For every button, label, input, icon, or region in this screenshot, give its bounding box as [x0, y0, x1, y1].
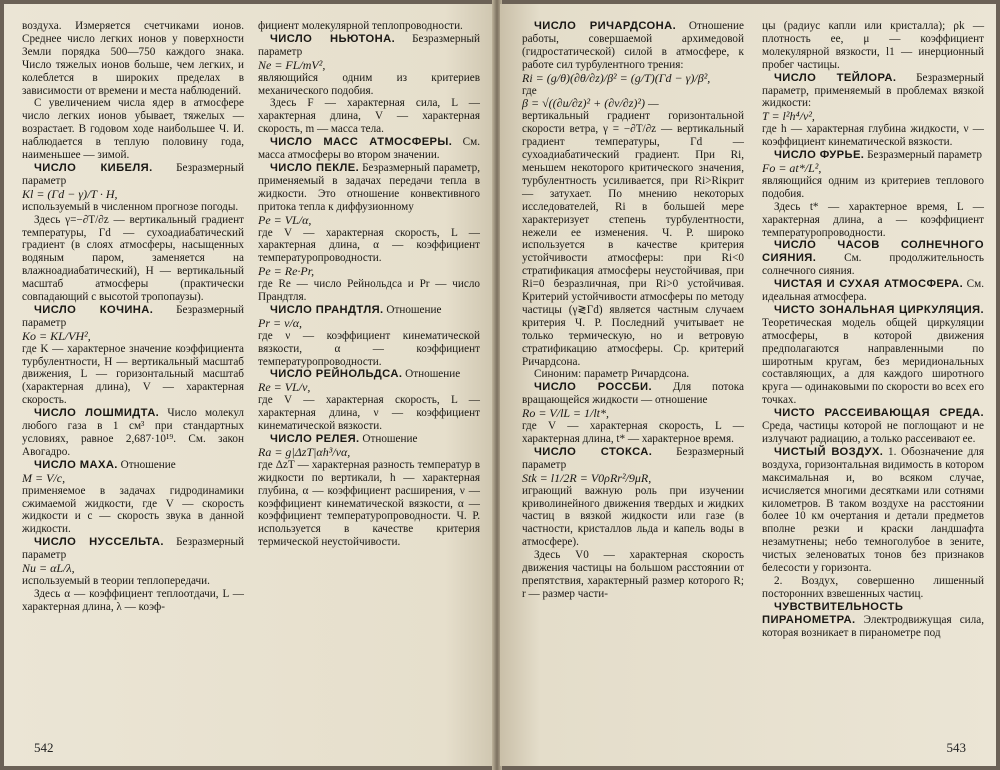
- entry-definition: Безразмерный параметр: [22, 536, 244, 562]
- paragraph: где: [522, 84, 537, 97]
- entry-definition: Безразмерный параметр, применяемый в проблемах вязкой жидкости:: [762, 71, 984, 110]
- paragraph: где V — характерная скорость, L — характерная длина, ν — коэффициент кинематической вязкости.: [258, 394, 480, 433]
- left-page: [4, 4, 494, 766]
- left-column-1: [22, 20, 244, 614]
- formula: Ra = g|ΔzT|αh³/να,: [258, 444, 351, 459]
- entry-term: ЧИСТО ЗОНАЛЬНАЯ ЦИРКУЛЯЦИЯ.: [774, 303, 984, 316]
- entry-definition: См. масса атмосферы во втором значении.: [258, 136, 481, 162]
- dictionary-entry: [22, 536, 244, 562]
- dictionary-entry: [22, 304, 244, 330]
- entry-term: ЧИСЛО ПЕКЛЕ.: [270, 161, 360, 174]
- paragraph: фициент молекулярной теплопроводности.: [258, 20, 463, 32]
- formula: Ri = (g/θ)(∂θ/∂z)/β² = (g/T)(Γd − γ)/β²,: [522, 70, 711, 85]
- entry-term: ЧИСТО РАССЕИВАЮЩАЯ СРЕДА.: [774, 407, 984, 420]
- entry-definition: Безразмерный параметр: [522, 445, 744, 471]
- entry-term: ЧИСЛО МАСС АТМОСФЕРЫ.: [270, 136, 453, 149]
- dictionary-entry: [22, 162, 244, 188]
- paragraph: играющий важную роль при изучении криволинейного движения твердых и жидких частиц в вязкой жидкости или газе (в частности, кристаллов льда и капель воды в атмосфере).: [522, 484, 744, 549]
- formula: Ne = FL/mV²,: [258, 57, 326, 72]
- paragraph: применяемое в задачах гидродинамики сжимаемой жидкости, где V — скорость жидкости и c — скорость звука в данной жидкости.: [22, 484, 244, 536]
- formula: Ko = KL/VH²,: [22, 328, 91, 343]
- dictionary-entry: [762, 239, 984, 278]
- dictionary-entry: [258, 136, 480, 162]
- left-column-2: [258, 20, 480, 549]
- page-number-left: 542: [34, 740, 54, 755]
- entry-definition: Отношение: [383, 303, 442, 316]
- formula: Ro = V/lL = 1/lt*,: [522, 406, 609, 421]
- entry-definition: См. идеальная атмосфера.: [762, 278, 984, 304]
- entry-definition: Отношение работы, совершаемой архимедовой (гидростатической) силой в атмосфере, к работе сил турбулентного трения:: [522, 20, 744, 71]
- entry-definition: Отношение: [402, 368, 461, 381]
- paragraph: где ΔzT — характерная разность температур в жидкости по вертикали, h — характерная глубина, α — коэффициент расширения, ν — коэффициент кинематической вязкости, α — коэффициент температуропроводности. Ч. Р. используется в качестве критерия термической неустойчивости.: [258, 458, 480, 549]
- entry-definition: Безразмерный параметр: [258, 32, 480, 58]
- paragraph: Здесь γ=−∂T/∂z — вертикальный градиент температуры, Γd — сухоадиабатический градиент (в слоях атмосферы, насыщенных водяным паром, заменяется на влажноадиабатический), H — вертикальный масштаб атмосферы (практически совпадающий с высотой тропопаузы).: [22, 213, 244, 304]
- formula: Nu = αL/λ,: [22, 561, 75, 576]
- entry-term: ЧИСЛО СТОКСА.: [534, 445, 653, 458]
- paragraph: Синоним: параметр Ричардсона.: [534, 368, 690, 381]
- entry-term: ЧИСЛО ПРАНДТЛЯ.: [270, 303, 384, 316]
- formula: Fo = at*/L²,: [762, 160, 822, 175]
- paragraph: воздуха. Измеряется счетчиками ионов. Среднее число легких ионов у поверхности Земли порядка 500—750 каждого знака. Число тяжелых ионов больше, чем легких, и колеблется в широких пределах в зависимости от времени и места наблюдений.: [22, 20, 244, 97]
- paragraph: Здесь V0 — характерная скорость движения частицы на большом расстоянии от препятствия, характерный размер которого R; r — размер части-: [522, 549, 744, 600]
- formula: M = V/c,: [22, 470, 66, 485]
- entry-definition: Безразмерный параметр: [864, 149, 982, 162]
- paragraph: С увеличением числа ядер в атмосфере число легких ионов убывает, тяжелых — возрастает. В годовом ходе наибольшее Ч. И. наблюдается в теплую половину года, наименьшее — зимой.: [22, 97, 244, 162]
- formula: Pe = VL/α,: [258, 212, 312, 227]
- entry-term: ЧИСЛО РИЧАРДСОНА.: [534, 20, 677, 32]
- formula: Re = VL/ν,: [258, 380, 311, 395]
- entry-definition: См. продолжительность солнечного сияния.: [762, 252, 984, 278]
- paragraph: вертикальный градиент горизонтальной скорости ветра, γ = −∂T/∂z — вертикальный градиент температуры, Γd — сухоадиабатический градиент. При Ri, меньшем некоторого критического значения, турбулентность усиливается, при Ri>Riкрит — затухает. По мнению некоторых исследователей, Ri в большей мере характеризует степень турбулентности, нежели ее изменения. Ч. Р. широко используется в качестве критерия устойчивости атмосферы: при Ri<0 стратификация атмосферы неустойчивая, при Ri=0 безразличная, при Ri>0 устойчивая. Критерий устойчивости атмосферы по методу частицы (γ≷Γd) является частным случаем критерия Ч. Р. Последний учитывает не только термическую, но и ветровую стратификацию атмосферы. Ср. критерий Ричардсона.: [522, 110, 744, 368]
- paragraph: где h — характерная глубина жидкости, ν — коэффициент кинематической вязкости.: [762, 123, 984, 149]
- entry-term: ЧИСЛО РЕЛЕЯ.: [270, 433, 360, 445]
- entry-term: ЧИСЛО ЛОШМИДТА.: [34, 407, 160, 420]
- dictionary-entry: [762, 446, 984, 575]
- paragraph: Здесь α — коэффициент теплоотдачи, L — характерная длина, λ — коэф-: [22, 587, 244, 613]
- dictionary-entry: [258, 433, 480, 446]
- right-column-2: [762, 20, 984, 640]
- formula: Kl = (Γd − γ)/T · H,: [22, 186, 118, 201]
- paragraph: являющийся одним из критериев механического подобия.: [258, 71, 480, 97]
- entry-definition: Безразмерный параметр, применяемый в задачах передачи тепла в жидкости. Это отношение конвективного притока тепла к диффузионному: [258, 161, 480, 213]
- paragraph: где K — характерное значение коэффициента турбулентности, H — вертикальный масштаб движения, L — горизонтальный масштаб (характерная длина), V — характерная скорость.: [22, 342, 244, 407]
- paragraph: где ν — коэффициент кинематической вязкости, α — коэффициент температуропроводности.: [258, 329, 480, 368]
- entry-term: ЧИСЛО ФУРЬЕ.: [774, 149, 865, 162]
- entry-definition: Электродвижущая сила, которая возникает в пиранометре под: [762, 613, 984, 639]
- dictionary-entry: [762, 278, 984, 304]
- entry-definition: Для потока вращающейся жидкости — отношение: [522, 381, 744, 407]
- entry-definition: Безразмерный параметр: [22, 161, 244, 187]
- entry-definition: 1. Обозначение для воздуха, горизонтальная видимость в котором максимальная и, во всяком случае, исчисляется многими десятками или сотнями километров. В таком воздухе на расстоянии более 10 км очертания и детали предметов вполне резки и краски ландшафта незамутнены; небо темноголубое в зените, чистых зеленоватых тонов без признаков белесости у горизонта.: [762, 445, 984, 575]
- entry-term: ЧИСЛО РЕЙНОЛЬДСА.: [270, 368, 403, 381]
- entry-term: ЧИСЛО РОССБИ.: [534, 381, 652, 394]
- right-page: [500, 4, 996, 766]
- entry-definition: Число молекул любого газа в 1 см³ при стандартных условиях, равное 2,687·10¹⁹. См. закон Авогадро.: [22, 407, 245, 458]
- formula: β = √((∂u/∂z)² + (∂v/∂z)²) —: [522, 96, 659, 111]
- entry-term: ЧИСЛО НУССЕЛЬТА.: [34, 536, 164, 549]
- paragraph: 2. Воздух, совершенно лишенный посторонних взвешенных частиц.: [762, 574, 984, 600]
- entry-term: ЧИСТАЯ И СУХАЯ АТМОСФЕРА.: [774, 278, 964, 291]
- dictionary-entry: [522, 20, 744, 72]
- dictionary-entry: [762, 304, 984, 407]
- entry-term: ЧИСЛО МАХА.: [34, 458, 118, 471]
- dictionary-entry: [762, 601, 984, 640]
- entry-term: ЧИСЛО КОЧИНА.: [34, 303, 154, 316]
- entry-definition: Отношение: [117, 458, 176, 471]
- paragraph: Здесь F — характерная сила, L — характерная длина, V — характерная скорость, m — масса тела.: [258, 97, 480, 136]
- dictionary-entry: [762, 72, 984, 111]
- entry-definition: Отношение: [359, 433, 418, 445]
- entry-definition: Безразмерный параметр: [22, 303, 244, 329]
- entry-term: ЧИСЛО НЬЮТОНА.: [270, 32, 396, 45]
- paragraph: где Re — число Рейнольдса и Pr — число Прандтля.: [258, 278, 480, 304]
- dictionary-entry: [522, 446, 744, 472]
- entry-term: ЧИСЛО ТЕЙЛОРА.: [774, 71, 897, 84]
- paragraph: цы (радиус капли или кристалла); ρk — плотность ее, μ — коэффициент молекулярной вязкости, l1 — инерционный пробег частицы.: [762, 20, 984, 71]
- entry-definition: Теоретическая модель общей циркуляции атмосферы, в которой движения предполагаются направленными по широтным кругам, без меридиональных составляющих, а для каждого широтного круга — одинаковыми по скорости во всех его точках.: [762, 316, 984, 407]
- dictionary-entry: [258, 304, 480, 317]
- paragraph: где V — характерная скорость, L — характерная длина, α — коэффициент температуропроводности.: [258, 226, 480, 265]
- paragraph: являющийся одним из критериев теплового подобия.: [762, 174, 984, 200]
- dictionary-entry: [522, 381, 744, 407]
- dictionary-entry: [22, 407, 244, 459]
- paragraph: используемый в теории теплопередачи.: [22, 574, 210, 587]
- formula: Pe = Re·Pr,: [258, 264, 315, 279]
- paragraph: Здесь t* — характерное время, L — характерная длина, a — коэффициент температуропроводности.: [762, 200, 984, 239]
- dictionary-entry: [258, 33, 480, 59]
- entry-definition: Среда, частицы которой не поглощают и не излучают радиацию, а только рассеивают ее.: [762, 420, 984, 445]
- paragraph: где V — характерная скорость, L — характерная длина, t* — характерное время.: [522, 420, 744, 445]
- formula: Stk = l1/2R = V0ρRr²/9μR,: [522, 470, 652, 485]
- entry-term: ЧИСТЫЙ ВОЗДУХ.: [774, 445, 884, 458]
- page-number-right: 543: [946, 740, 966, 755]
- right-column-1: [522, 20, 744, 601]
- formula: Pr = ν/α,: [258, 315, 303, 330]
- dictionary-entry: [258, 162, 480, 214]
- entry-term: ЧУВСТВИТЕЛЬНОСТЬ ПИРАНОМЕТРА.: [762, 600, 904, 626]
- entry-term: ЧИСЛО ЧАСОВ СОЛНЕЧНОГО СИЯНИЯ.: [762, 239, 984, 265]
- dictionary-entry: [762, 407, 984, 446]
- dictionary-entry: [22, 459, 244, 472]
- paragraph: используемый в численном прогнозе погоды.: [22, 200, 239, 213]
- formula: T = l²h⁴/ν²,: [762, 109, 815, 124]
- entry-term: ЧИСЛО КИБЕЛЯ.: [34, 161, 153, 174]
